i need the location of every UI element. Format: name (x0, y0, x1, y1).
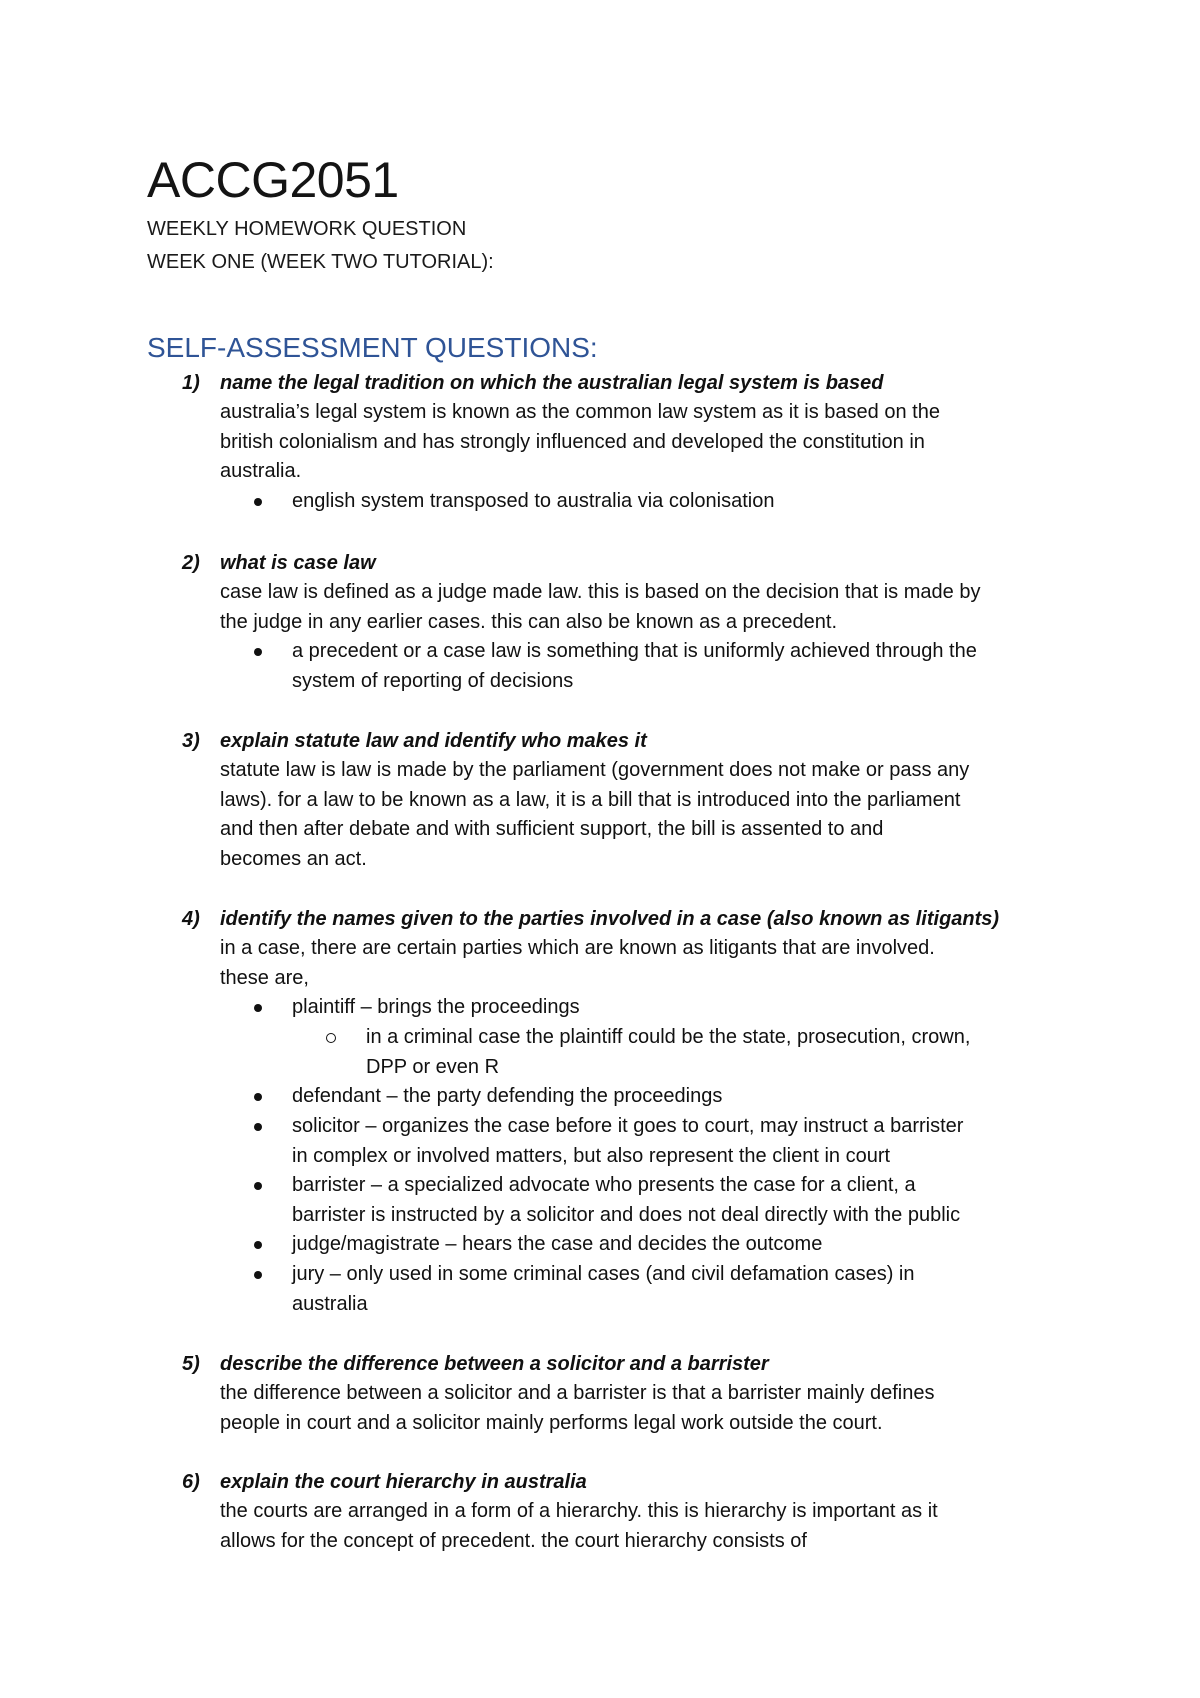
bullet-solicitor: solicitor – organizes the case before it goes to court, may instruct a barrister in complex or involved matters, but also represent the client in court (292, 1112, 963, 1171)
answer-4 (220, 934, 935, 993)
answer-line: in a case, there are certain parties which are known as litigants that are involved. (220, 937, 935, 959)
question-text: what is case law (220, 552, 376, 574)
bullet-barrister: barrister – a specialized advocate who presents the case for a client, a barrister is instructed by a solicitor and does not deal directly with the public (292, 1171, 960, 1230)
answer-line: becomes an act. (220, 847, 367, 870)
question-number: 2) (182, 552, 200, 574)
answer-5 (220, 1379, 934, 1438)
section-heading: SELF-ASSESSMENT QUESTIONS: (147, 332, 598, 363)
answer-line: the courts are arranged in a form of a hierarchy. this is hierarchy is important as it (220, 1500, 938, 1522)
question-number: 6) (182, 1471, 200, 1493)
answer-line: australia’s legal system is known as the common law system as it is based on the (220, 401, 940, 423)
question-2 (182, 549, 376, 578)
document-title: ACCG2051 (147, 152, 399, 208)
answer-line: australia. (220, 460, 302, 482)
sub-bullet-plaintiff: in a criminal case the plaintiff could be the state, prosecution, crown, DPP or even R (366, 1023, 970, 1082)
bullet-jury: jury – only used in some criminal cases (and civil defamation cases) in australia (292, 1260, 915, 1319)
bullet-item: english system transposed to australia via colonisation (292, 487, 774, 517)
answer-line: allows for the concept of precedent. the court hierarchy consists of (220, 1529, 807, 1552)
answer-line: the difference between a solicitor and a barrister is that a barrister mainly defines (220, 1382, 935, 1404)
question-text: describe the difference between a solicitor and a barrister (220, 1353, 769, 1375)
question-text: identify the names given to the parties involved in a case (also known as litigants) (220, 908, 1000, 930)
bullet-plaintiff: plaintiff – brings the proceedings (292, 993, 580, 1023)
answer-line: case law is defined as a judge made law. this is based on the decision that is made by (220, 581, 981, 603)
question-number: 4) (182, 908, 200, 930)
question-number: 3) (182, 730, 200, 752)
answer-6 (220, 1497, 938, 1556)
question-3 (182, 727, 647, 756)
answer-line: and then after debate and with sufficient support, the bill is assented to and (220, 818, 884, 840)
answer-line: statute law is law is made by the parliament (government does not make or pass any (220, 759, 970, 781)
question-text: explain the court hierarchy in australia (220, 1471, 587, 1493)
subtitle-week-one: WEEK ONE (WEEK TWO TUTORIAL): (147, 251, 494, 273)
question-number: 1) (182, 372, 200, 394)
question-5 (182, 1350, 769, 1379)
answer-line: british colonialism and has strongly influenced and developed the constitution in (220, 430, 925, 453)
question-number: 5) (182, 1353, 200, 1375)
question-text: explain statute law and identify who makes it (220, 730, 647, 752)
question-6 (182, 1468, 587, 1497)
answer-1 (220, 398, 940, 487)
bullet-item: a precedent or a case law is something that is uniformly achieved through the system of reporting of decisions (292, 637, 977, 696)
question-text: name the legal tradition on which the australian legal system is based (220, 372, 884, 394)
question-4 (182, 905, 999, 934)
subtitle-weekly-homework: WEEKLY HOMEWORK QUESTION (147, 218, 467, 240)
answer-line: the judge in any earlier cases. this can also be known as a precedent. (220, 610, 838, 633)
question-1 (182, 369, 884, 398)
bullet-defendant: defendant – the party defending the proceedings (292, 1082, 722, 1112)
answer-line: people in court and a solicitor mainly performs legal work outside the court. (220, 1411, 883, 1434)
answer-3 (220, 756, 969, 874)
answer-line: these are, (220, 966, 309, 989)
answer-2 (220, 578, 980, 637)
answer-line: laws). for a law to be known as a law, it is a bill that is introduced into the parliament (220, 788, 961, 811)
bullet-judge: judge/magistrate – hears the case and decides the outcome (292, 1230, 822, 1260)
